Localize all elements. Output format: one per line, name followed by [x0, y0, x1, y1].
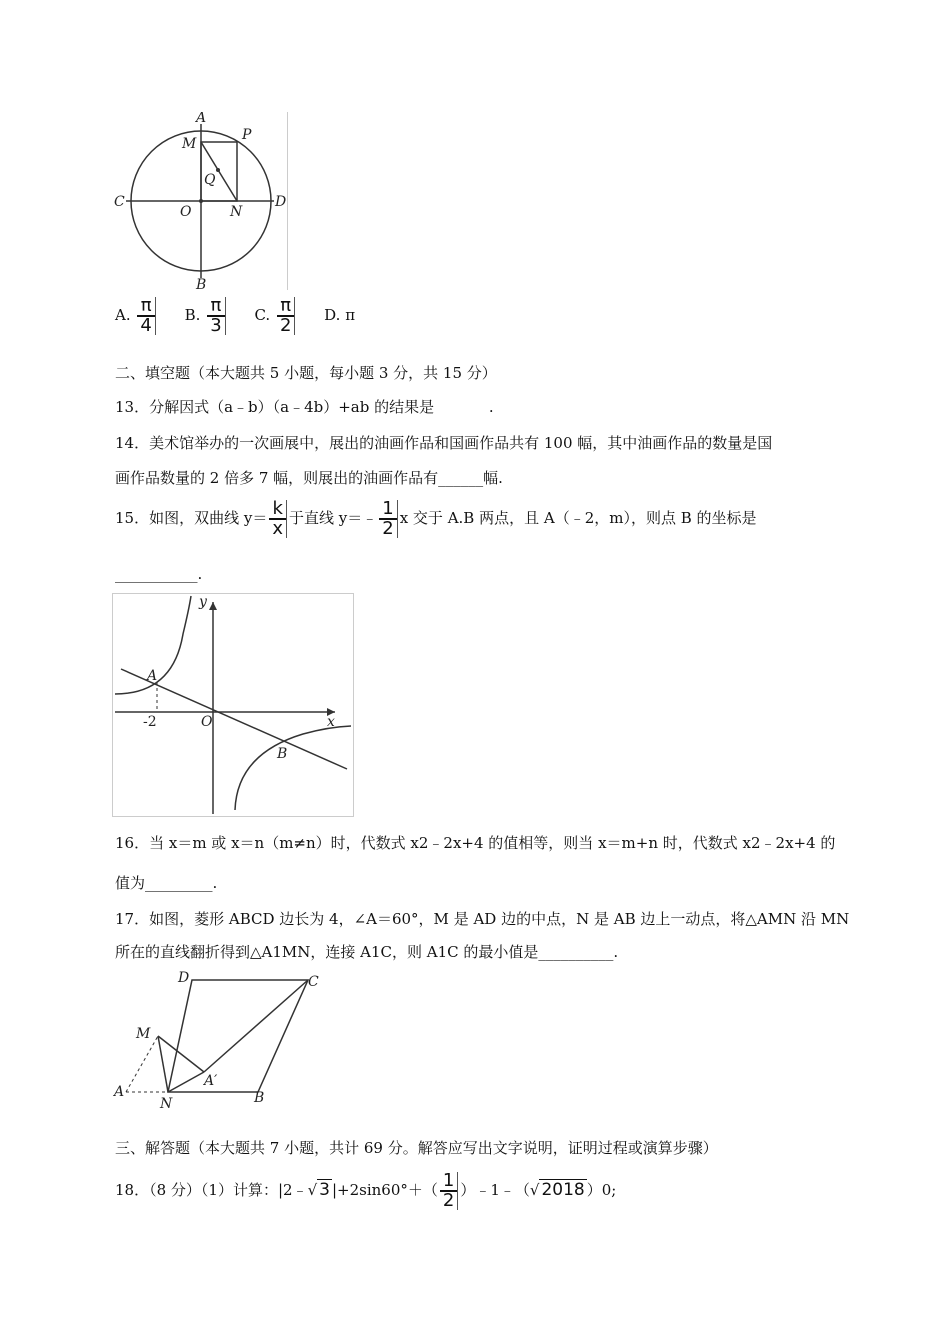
svg-text:B: B [254, 1090, 265, 1106]
svg-text:D: D [178, 970, 190, 986]
question-15-line-2: ___________. [115, 565, 203, 583]
circle-figure [112, 112, 288, 290]
svg-text:D: D [275, 194, 287, 210]
svg-text:x: x [327, 714, 335, 730]
svg-text:C: C [308, 974, 319, 990]
svg-text:B: B [196, 277, 207, 290]
question-16-line-1: 16．当 x＝m 或 x＝n（m≠n）时，代数式 x2﹣2x+4 的值相等，则当 x＝m+n 时，代数式 x2﹣2x+4 的 [115, 834, 836, 852]
svg-text:A: A [147, 668, 158, 684]
svg-text:P: P [242, 127, 252, 143]
svg-text:C: C [114, 194, 125, 210]
question-17-line-2: 所在的直线翻折得到△A1MN，连接 A1C，则 A1C 的最小值是__________. [115, 943, 619, 961]
option-b[interactable]: B. $\frac{\pi}{3}$ [185, 297, 228, 335]
option-a[interactable]: A. $\frac{\pi}{4}$ [115, 297, 158, 335]
svg-text:N: N [160, 1096, 173, 1110]
question-14-line-1: 14．美术馆举办的一次画展中，展出的油画作品和国画作品共有 100 幅，其中油画作品的数量是国 [115, 434, 773, 452]
svg-text:O: O [201, 714, 213, 730]
q12-options [115, 297, 377, 335]
section-2-heading: 二、填空题（本大题共 5 小题，每小题 3 分，共 15 分） [115, 364, 497, 382]
question-16-line-2: 值为_________. [115, 874, 218, 892]
rhombus-figure [112, 968, 322, 1110]
question-15: 15．如图，双曲线 y＝ $\frac{k}{x}$ 于直线 y＝﹣ $\frac{1}{2}$ x 交于 A.B 两点，且 A（﹣2，m），则点 B 的坐标是 [115, 498, 757, 539]
svg-text:A′: A′ [204, 1073, 218, 1089]
svg-text:N: N [230, 204, 243, 220]
svg-text:M: M [136, 1026, 151, 1042]
svg-text:Q: Q [204, 172, 216, 188]
option-d[interactable]: D. π [324, 306, 356, 324]
svg-text:A: A [114, 1084, 125, 1100]
question-18: 18．（8 分）（1）计算：|2﹣√ 3 |+2sin60°＋（ $\frac{1}{2}$ ）﹣1﹣（√ 2018 ）0; [115, 1170, 617, 1211]
svg-text:y: y [199, 594, 207, 610]
svg-text:-2: -2 [143, 714, 157, 730]
hyperbola-figure [112, 593, 354, 817]
option-c[interactable]: C. $\frac{\pi}{2}$ [254, 297, 297, 335]
svg-text:O: O [180, 204, 192, 220]
svg-text:M: M [182, 136, 197, 152]
svg-text:B: B [277, 746, 288, 762]
svg-text:A: A [196, 112, 207, 126]
question-17-line-1: 17．如图，菱形 ABCD 边长为 4，∠A＝60°，M 是 AD 边的中点，N 是 AB 边上一动点，将△AMN 沿 MN [115, 910, 850, 928]
question-14-line-2: 画作品数量的 2 倍多 7 幅，则展出的油画作品有______幅. [115, 469, 503, 487]
section-3-heading: 三、解答题（本大题共 7 小题，共计 69 分。解答应写出文字说明，证明过程或演算步骤） [115, 1139, 718, 1157]
question-13: 13．分解因式（a﹣b）（a﹣4b）+ab 的结果是 . [115, 398, 494, 416]
